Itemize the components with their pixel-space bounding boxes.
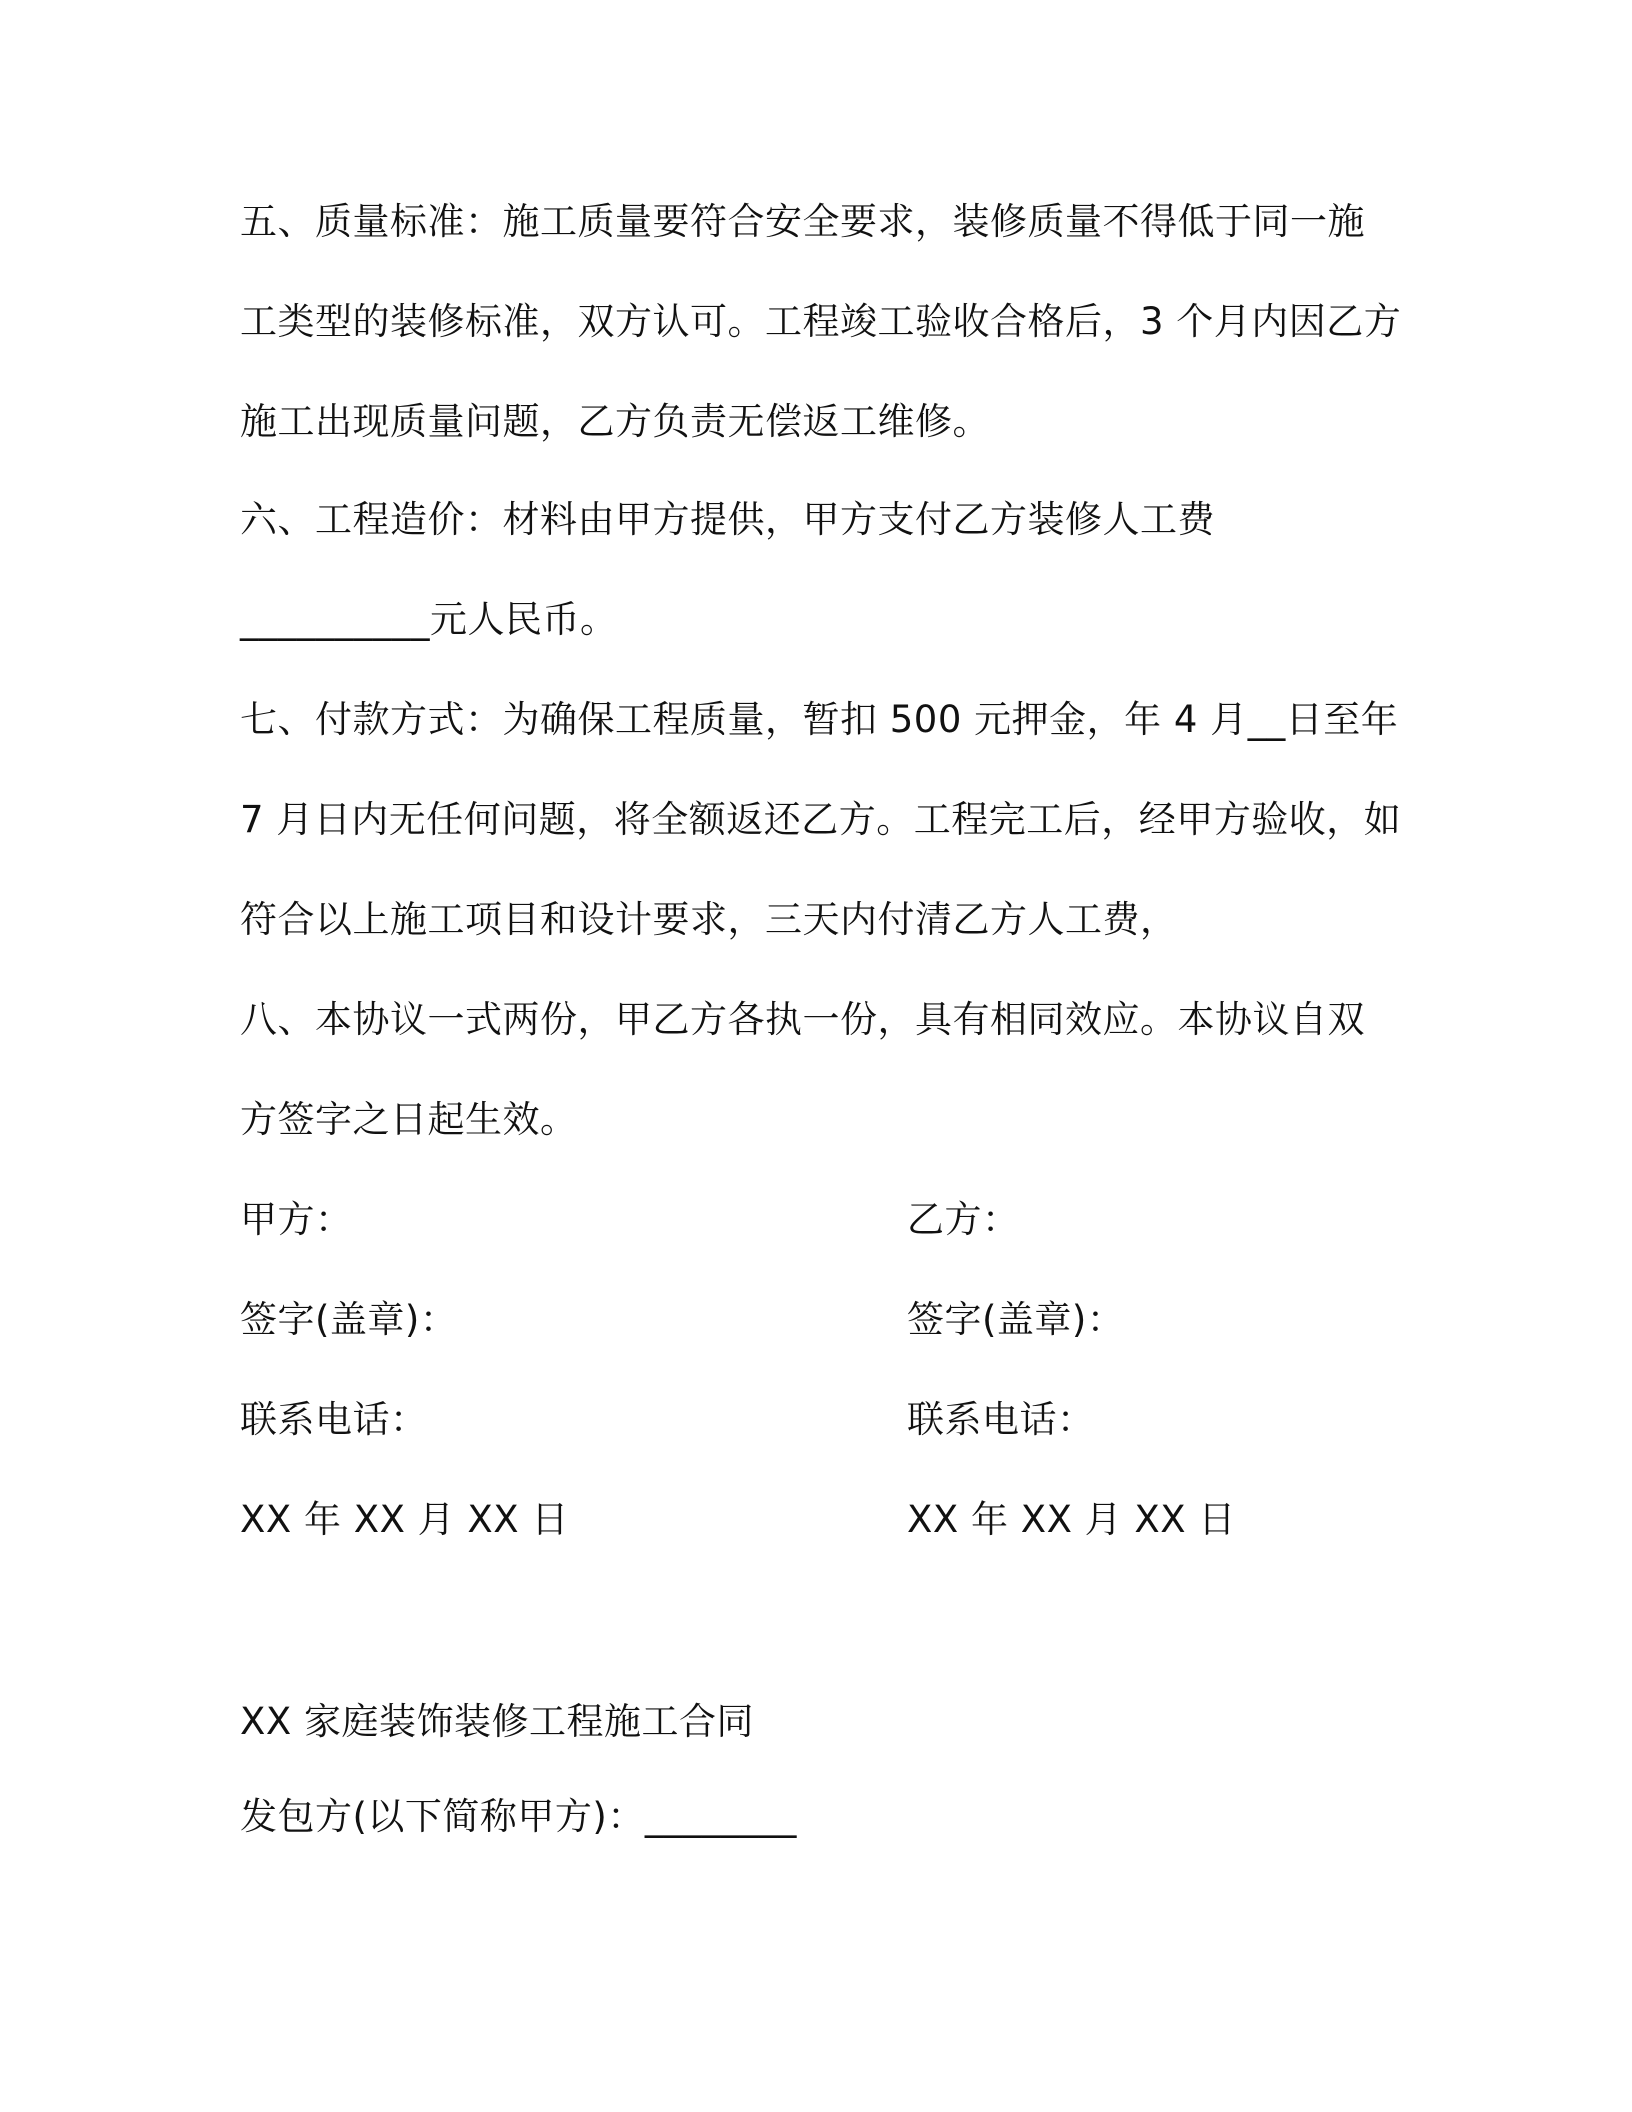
clause-7-line-1: 七、付款方式：为确保工程质量，暂扣 500 元押金，年 4 月__日至年	[240, 698, 1399, 741]
clause-5-line-1: 五、质量标准：施工质量要符合安全要求，装修质量不得低于同一施	[240, 200, 1365, 243]
clause-7-line-3: 符合以上施工项目和设计要求，三天内付清乙方人工费，	[240, 898, 1178, 941]
contract-title: XX 家庭装饰装修工程施工合同	[240, 1700, 754, 1743]
clause-5-line-2: 工类型的装修标准，双方认可。工程竣工验收合格后，3 个月内因乙方	[240, 300, 1402, 343]
employer-line: 发包方(以下简称甲方)：________	[240, 1795, 797, 1838]
party-a-sign: 签字(盖章)：	[240, 1298, 458, 1341]
clause-8-line-1: 八、本协议一式两份，甲乙方各执一份，具有相同效应。本协议自双	[240, 998, 1365, 1041]
party-a-date: XX 年 XX 月 XX 日	[240, 1498, 569, 1541]
party-a-label: 甲方：	[240, 1198, 353, 1241]
party-b-sign: 签字(盖章)：	[907, 1298, 1125, 1341]
party-b-phone: 联系电话：	[907, 1398, 1095, 1441]
clause-5-line-3: 施工出现质量问题，乙方负责无偿返工维修。	[240, 400, 990, 443]
party-a-phone: 联系电话：	[240, 1398, 428, 1441]
clause-6-line-1: 六、工程造价：材料由甲方提供，甲方支付乙方装修人工费	[240, 498, 1215, 541]
clause-6-line-2: __________元人民币。	[240, 598, 618, 641]
clause-8-line-2: 方签字之日起生效。	[240, 1098, 578, 1141]
party-b-date: XX 年 XX 月 XX 日	[907, 1498, 1236, 1541]
clause-7-line-2: 7 月日内无任何问题，将全额返还乙方。工程完工后，经甲方验收，如	[240, 798, 1402, 841]
party-b-label: 乙方：	[907, 1198, 1020, 1241]
